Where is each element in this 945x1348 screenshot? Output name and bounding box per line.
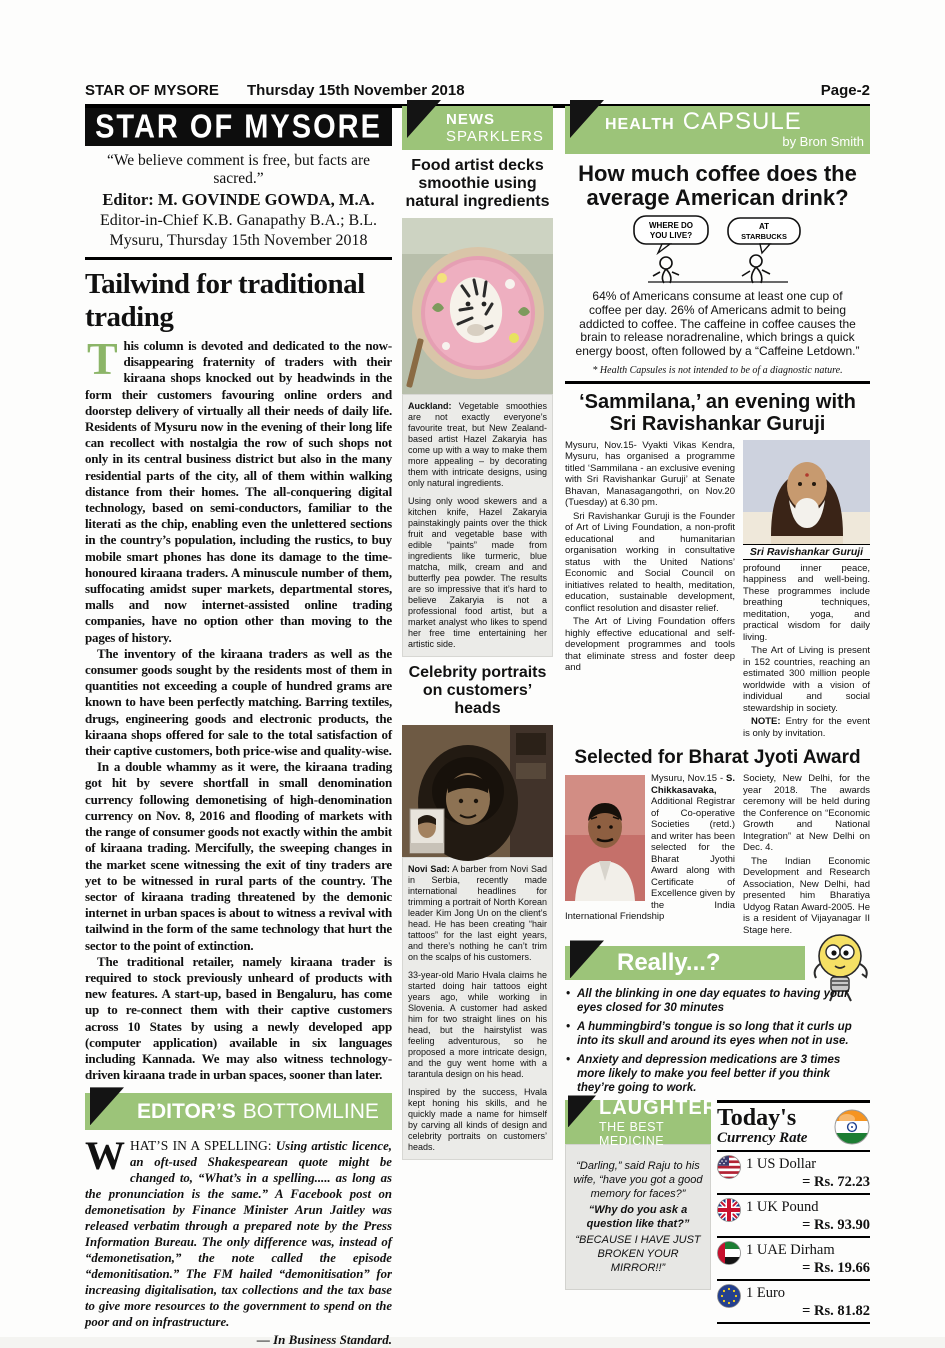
masthead: [85, 108, 392, 146]
currency-rate: = Rs. 81.82: [802, 1303, 870, 1320]
currency-label: 1 US Dollar: [746, 1156, 817, 1173]
guruji-photo-caption: Sri Ravishankar Guruji: [743, 544, 870, 560]
currency-rate: = Rs. 93.90: [802, 1217, 870, 1234]
banner-label-light: SPARKLERS: [446, 128, 544, 145]
euro-flag-icon: [717, 1284, 741, 1308]
smoothie-article-text: [402, 394, 553, 657]
page-header: [85, 82, 870, 108]
corner-flag-icon: [407, 100, 441, 138]
smoothie-headline: Food artist decks smoothie using natural ingredients: [405, 157, 550, 210]
currency-header: [717, 1106, 870, 1152]
bottomline-lede: HAT’S IN A SPELLING:: [130, 1138, 276, 1154]
currency-title: Today's: [717, 1105, 797, 1132]
currency-rate-box: [717, 1100, 870, 1324]
news-sparklers-banner: [402, 106, 553, 150]
fact-item: • A hummingbird’s tongue is so long that it curls up into its skull and around its eyes when not in use.: [565, 1020, 870, 1048]
fact-item: • Anxiety and depression medications are 3 times more likely to make you feel better if you think they’re going to work.: [565, 1053, 870, 1095]
dateline: Mysuru, Nov.15 -: [651, 773, 727, 785]
article-paragraph: profound inner peace, happiness and well-being. These programmes include breathing techniques, meditation, yoga, and practical wisdom for daily living.: [743, 562, 870, 643]
joke-line: “BECAUSE I HAVE JUST BROKEN YOUR MIRROR!!”: [575, 1234, 701, 1275]
coffee-body-text: 64% of Americans consume at least one cup of coffee per day. 26% of Americans admit to being addicted to coffee. The caffeine in coffee causes the brain to release noradrenaline, which brings a quick energy boost, often followed by a “Caffeine Letdown.”: [575, 289, 860, 359]
currency-row: [717, 1195, 870, 1238]
editor-in-chief-line: Editor-in-Chief K.B. Ganapathy B.A.; B.L.: [100, 212, 377, 229]
joke-line: “Why do you ask a question like that?”: [586, 1204, 690, 1231]
currency-label: 1 UK Pound: [746, 1199, 819, 1216]
corner-flag-icon: [570, 940, 604, 978]
banner-line2: THE BEST MEDICINE: [599, 1119, 665, 1148]
bharat-jyoti-right-column: [743, 773, 870, 938]
article-paragraph: [408, 401, 547, 489]
currency-label: 1 Euro: [746, 1285, 786, 1302]
banner-label-bold: NEWS: [446, 111, 495, 128]
dateline: Auckland:: [408, 401, 452, 411]
paragraph-text: A barber from Novi Sad in Serbia, recently made international headlines for trimming a portrait of North Korean leader Kim Jong Un on the client’s head. He has been creating “hair tattoos” for the last eight years, and there’s nothing he can’t trim on the scalps of his customers.: [408, 864, 548, 962]
bottomline-text: Using artistic licence, an oft-used Shakespearean quote might be changed to, “What’s in a spelling..... as long as the pronunciation is the same.” A Facebook post on demonetisation by Finance Minister Arun Jaitley was released verbatim through a prepared note by the Press Information Bureau. The only difference was, instead of “demonetisation,” the note called the episode “demonitisation.” The FM hailed “demonitisation” for increasing digitalisation, tax collections and the tax base to give more resources to the government to spend on the poor and on infrastructure.: [85, 1139, 392, 1330]
article-paragraph: The Indian Economic Development and Research Association, New Delhi, had presented him Bharatiya Udyog Ratan Award-2005. He is a resident of Vijayanagar II Stage here.: [743, 855, 870, 936]
banner-label-light: BOTTOMLINE: [242, 1099, 379, 1123]
chikkasavaka-photo: [565, 775, 645, 901]
article-paragraph: Using only wood skewers and a kitchen knife, Hazel Zakaryia painstakingly paints over the thick fruit and vegetable base with edible “paints” made from ingredients like turmeric, blue matcha, milk, cream and and butterfly pea powder. The results are so impressive that it’s hard to believe Zakaryia is not a professional food artist, but a market analyst who likes to spend her free time entertaining her artistic side.: [408, 496, 547, 649]
right-column: [565, 106, 870, 1324]
sammilana-left-column: [565, 440, 735, 742]
really-facts-list: [565, 987, 870, 1095]
svg-text:YOU LIVE?: YOU LIVE?: [649, 231, 692, 240]
lead-headline: Tailwind for traditional trading: [85, 268, 365, 333]
india-flag-icon: [834, 1109, 870, 1145]
uk-flag-icon: [717, 1198, 741, 1222]
bottom-row: [565, 1096, 870, 1324]
us-flag-icon: [717, 1155, 741, 1179]
article-paragraph: Inspired by the success, Hvala kept honing his skills, and he quickly made a name for himself by carving all kinds of design and celebrity portraits on customers’ heads.: [408, 1087, 547, 1152]
article-paragraph: Mysuru, Nov.15- Vyakti Vikas Kendra, Mysuru, has organised a programme titled ‘Sammilana - an exclusive evening with Sri Ravishankar Guruji’ at Senate Bhavan, Manasagangothri, on Nov.20 (Tuesday) at 6.30 pm.: [565, 439, 735, 509]
issue-date: Thursday 15th November 2018: [247, 82, 465, 99]
left-column: [85, 108, 392, 1348]
lead-article-body: [85, 333, 392, 1083]
sammilana-headline: ‘Sammilana,’ an evening with Sri Ravishankar Guruji: [579, 390, 856, 435]
bharat-jyoti-article: [565, 773, 870, 938]
section-divider: [565, 381, 870, 384]
lead-paragraph: [85, 333, 392, 646]
currency-rate: = Rs. 72.23: [802, 1174, 870, 1191]
currency-row: [717, 1238, 870, 1281]
article-paragraph: The Art of Living Foundation offers highly effective educational and self-development programmes and tools that eliminate stress and foster deep and: [565, 616, 735, 674]
masthead-dateline: Mysuru, Thursday 15th November 2018: [109, 232, 368, 249]
bottomline-credit: — In Business Standard.: [256, 1332, 392, 1348]
drop-cap: W: [85, 1133, 125, 1179]
note-text: Entry for the event is only by invitation.: [743, 716, 870, 739]
currency-row: [717, 1281, 870, 1324]
corner-flag-icon: [570, 100, 604, 138]
bottomline-body: [85, 1133, 392, 1330]
article-paragraph: 33-year-old Mario Hvala claims he started doing hair tattoos eight years ago, while working in Slovenia. A customer had asked him for two straight lines on his head, but the hairstylist was feeling adventurous, so he proposed a more intricate design, and the guy went home with a tarantula design on his head.: [408, 970, 547, 1079]
banner-label-bold: HEALTH: [605, 116, 675, 133]
paragraph-text: Vegetable smoothies are not exactly everyone’s favourite treat, but New Zealand-based artist Hazel Zakaryia has come up with a way to make them more appealing – by decorating them with intricate designs, using only natural ingredients.: [408, 401, 547, 488]
dateline: Novi Sad:: [408, 864, 450, 874]
corner-flag-icon: [90, 1087, 124, 1125]
smoothie-photo: [402, 218, 553, 394]
bharat-jyoti-left-column: [565, 773, 735, 938]
editor-line: Editor: M. GOVINDE GOWDA, M.A.: [102, 190, 375, 209]
masthead-info: [85, 146, 392, 260]
lead-paragraph: In a double whammy as it were, the kiraana trading got hit by severe shortfall in small denomination currency following demonetising of high-denomination currency on Nov. 8, 2016 and flooding of markets with the range of consumer goods not exactly within the ambit of kiraana trading. Mercifully, the sweeping changes in the market scene witnessing the exit of tiny traders are yet to be witnessed in rural parts of the country. The sector of kiraana trading threatened by the demonic internet in urban spaces is about to witness a revival with tailwind in the form of the same technology that hurt the sector to the point of extinction.: [85, 759, 392, 953]
article-paragraph: [408, 864, 547, 963]
sammilana-continuation: [743, 563, 870, 740]
paragraph-text: Additional Registrar of Co-operative Societies (retd.) and writer has been selected for the Bharat Jyothi Award along with Certificate of Excellence given by the India International Friendship: [565, 796, 735, 923]
barber-article-text: [402, 857, 553, 1160]
motto-text: “We believe comment is free, but facts are sacred.”: [107, 152, 370, 187]
editors-bottomline-banner: [85, 1093, 392, 1130]
coffee-cartoon: [628, 214, 808, 286]
banner-line1: LAUGHTER: [599, 1096, 719, 1119]
really-section: [565, 946, 870, 1095]
currency-row: [717, 1152, 870, 1195]
article-paragraph: Sri Ravishankar Guruji is the Founder of Art of Living Foundation, a non-profit educational and humanitarian organisation working in consultative status with the United Nations’ Economic and Social Council on initiatives related to health, meditation, education, sustainable development, conflict resolution and disaster relief.: [565, 510, 735, 614]
really-banner: [565, 946, 805, 980]
news-sparklers-column: [402, 106, 553, 1160]
svg-text:WHERE DO: WHERE DO: [648, 221, 693, 230]
svg-text:STARBUCKS: STARBUCKS: [740, 232, 787, 241]
fact-item: • All the blinking in one day equates to having your eyes closed for 30 minutes: [565, 987, 870, 1015]
article-paragraph: [565, 773, 735, 923]
sammilana-right-column: [743, 440, 870, 742]
svg-text:AT: AT: [758, 222, 769, 231]
laughter-banner: [565, 1096, 719, 1148]
drop-cap: T: [87, 333, 118, 384]
masthead-title: STAR OF MYSORE: [95, 108, 382, 145]
article-paragraph: Society, New Delhi, for the year 2018. The awards ceremony will be held during the Conference on “Economic Growth and National Integration” at New Delhi on Dec. 4.: [743, 773, 870, 854]
barber-headline: Celebrity portraits on customers’ heads: [408, 664, 547, 717]
lead-paragraph: The traditional retailer, namely kiraana trader is required to stock previously unheard of products with new features. A start-up, based in Bengaluru, has come up to re-connect them with their captive customers across 10 States by using a newly developed app (computer application) available in six languages including Kannada. We may also witness technology-driven kiraana trade in urban spaces, sooner than later.: [85, 953, 392, 1083]
joke-line: “Darling,” said Raju to his wife, “have you got a good memory for faces?”: [573, 1160, 703, 1201]
currency-label: 1 UAE Dirham: [746, 1242, 835, 1259]
page-number: Page-2: [820, 82, 870, 99]
health-capsule-footnote: * Health Capsules is not intended to be of a diagnostic nature.: [592, 364, 843, 376]
uae-flag-icon: [717, 1241, 741, 1265]
banner-label: Really...?: [617, 949, 721, 977]
note-label: NOTE:: [751, 716, 781, 728]
coffee-headline: How much coffee does the average American drink?: [578, 161, 857, 210]
lead-paragraph-text: his column is devoted and dedicated to the now-disappearing fraternity of traders with their kiraana shops knocked out by headwinds in the form their customers favouring online orders and doorstep delivery of virtually all their needs of daily life. Residents of Mysuru now in the evening of their long life can recollect with nostalgia the row of such shops not only in its central business district but also in the many residential parts of the city, all of them within walking distance from their homes. The all-conquering digital technology, based on semi-conductors, familiar to the literati as the chip, enabling even the unlettered sections in the country’s population, including the rustics, to buy mobile smart phones has done its damage to the time-honoured kiraana traders. A minuscule number of them, suffocating amidst super markets, departmental stores, malls and now internet-assisted online trading companies, have no option other than moving to the pages of history.: [85, 338, 392, 645]
barber-photo: [402, 725, 553, 857]
person-name: S. Chikkasavaka,: [651, 773, 735, 796]
paper-name: STAR OF MYSORE: [85, 82, 219, 99]
article-paragraph: The Art of Living is present in 152 countries, reaching an estimated 300 million people worldwide with a vision of individual and social stewardship in society.: [743, 645, 870, 714]
banner-label-light: CAPSULE: [682, 108, 802, 135]
banner-label-bold: EDITOR’S: [137, 1099, 236, 1123]
laughter-section: [565, 1096, 719, 1324]
corner-flag-icon: [568, 1095, 596, 1127]
bharat-jyoti-headline: Selected for Bharat Jyoti Award: [574, 747, 861, 769]
health-capsule-byline: by Bron Smith: [782, 134, 864, 149]
guruji-photo: [743, 440, 870, 544]
lead-paragraph: The inventory of the kiraana traders as well as the consumer goods sought by the residents most of them in quantities not exceeding a couple of hundred grams are known to have been perfectly matching. Barring textiles, drugs, engineering goods and electronic products, the kiraana shops offered for sale to the total satisfaction of their captive customers, both price-wise and quality-wise.: [85, 645, 392, 759]
joke-box: [565, 1144, 711, 1290]
currency-subtitle: Currency Rate: [717, 1130, 808, 1147]
health-capsule-banner: [565, 106, 870, 154]
article-note: [743, 716, 870, 739]
sammilana-article: [565, 440, 870, 742]
currency-rate: = Rs. 19.66: [802, 1260, 870, 1277]
